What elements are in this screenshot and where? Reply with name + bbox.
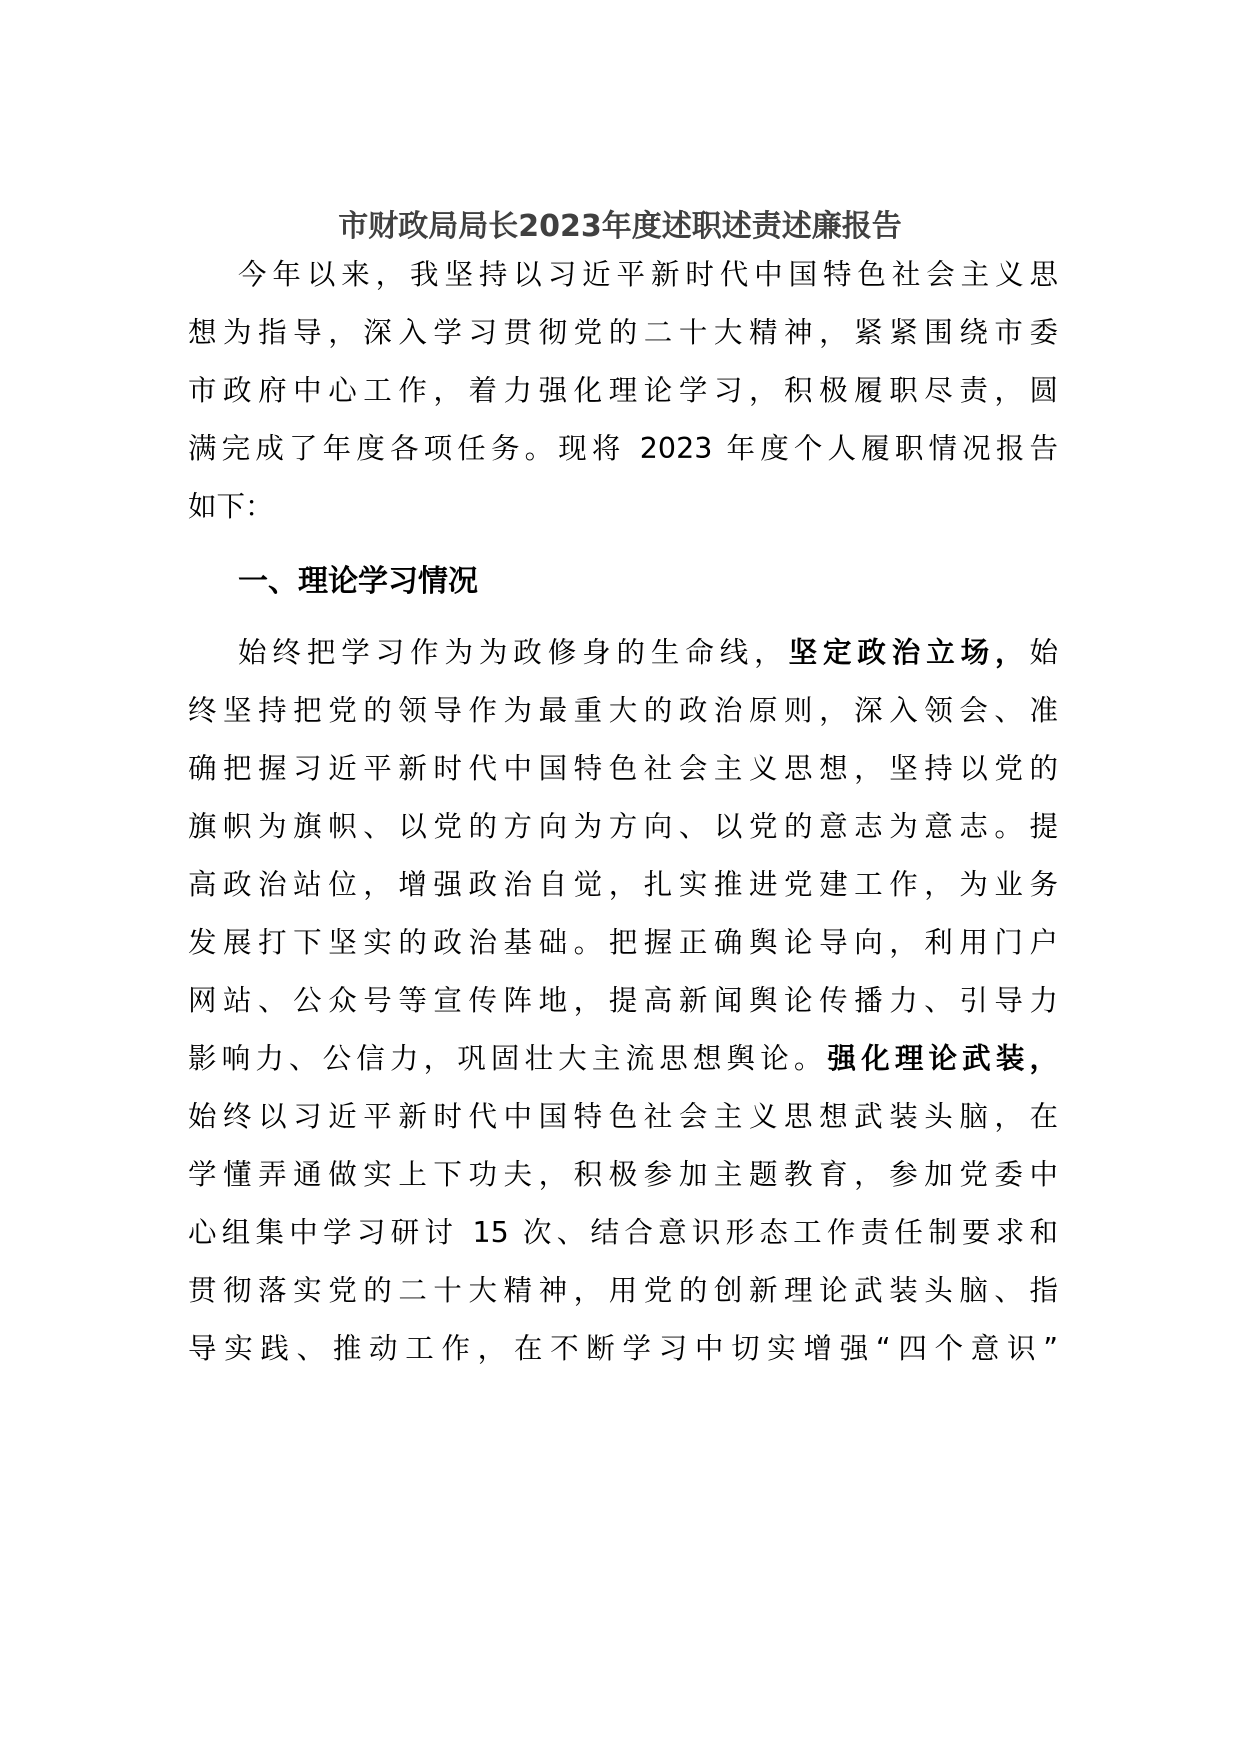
- body-text: 始终把学习作为为政修身的生命线，: [238, 636, 789, 669]
- document-title: 市财政局局长2023年度述职述责述廉报告: [338, 209, 902, 244]
- body-line: 网站、公众号等宣传阵地，提高新闻舆论传播力、引导力: [188, 984, 1058, 1017]
- body-line: 始终以习近平新时代中国特色社会主义思想武装头脑，在: [188, 1100, 1058, 1133]
- intro-line: 如下：: [188, 490, 274, 523]
- body-line: 发展打下坚实的政治基础。把握正确舆论导向，利用门户: [188, 926, 1058, 959]
- body-line: 高政治站位，增强政治自觉，扎实推进党建工作，为业务: [188, 868, 1058, 901]
- section-heading: 一、理论学习情况: [238, 564, 478, 599]
- body-line: 导实践、推动工作，在不断学习中切实增强“四个意识”: [188, 1332, 1058, 1365]
- body-line: [188, 1039, 1058, 1079]
- body-line: [238, 633, 1058, 673]
- intro-line: 今年以来，我坚持以习近平新时代中国特色社会主义思: [238, 258, 1058, 291]
- body-line: 学懂弄通做实上下功夫，积极参加主题教育，参加党委中: [188, 1158, 1058, 1191]
- body-text: 始: [1029, 636, 1058, 669]
- intro-line: 想为指导，深入学习贯彻党的二十大精神，紧紧围绕市委: [188, 316, 1058, 349]
- intro-line: 市政府中心工作，着力强化理论学习，积极履职尽责，圆: [188, 374, 1058, 407]
- intro-line: 满完成了年度各项任务。现将 2023 年度个人履职情况报告: [188, 432, 1058, 465]
- body-line: 心组集中学习研讨 15 次、结合意识形态工作责任制要求和: [188, 1216, 1058, 1249]
- bold-phrase: 强化理论武装，: [827, 1042, 1058, 1075]
- body-line: 旗帜为旗帜、以党的方向为方向、以党的意志为意志。提: [188, 810, 1058, 843]
- body-line: 确把握习近平新时代中国特色社会主义思想，坚持以党的: [188, 752, 1058, 785]
- bold-phrase: 坚定政治立场，: [788, 636, 1030, 669]
- body-line: 终坚持把党的领导作为最重大的政治原则，深入领会、准: [188, 694, 1058, 727]
- body-text: 影响力、公信力，巩固壮大主流思想舆论。: [188, 1042, 828, 1075]
- body-line: 贯彻落实党的二十大精神，用党的创新理论武装头脑、指: [188, 1274, 1058, 1307]
